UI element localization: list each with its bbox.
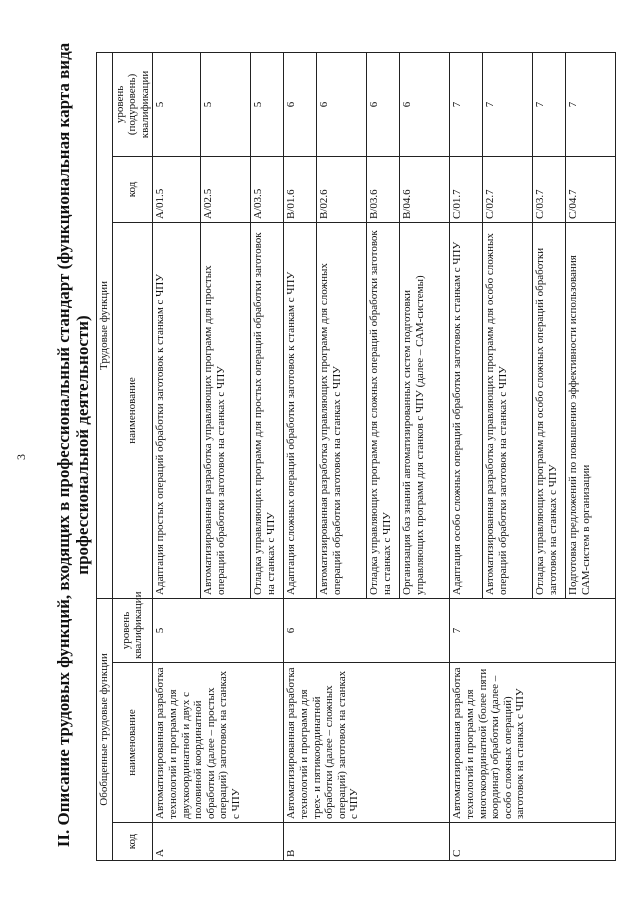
function-code: C/03.7 (533, 156, 566, 222)
function-code: B/04.6 (400, 156, 450, 222)
function-code: B/03.6 (367, 156, 400, 222)
function-name: Отладка управляющих программ для особо сложных операций обработки заготовок на станках с ЧПУ (533, 222, 566, 598)
page-number: 3 (14, 454, 28, 460)
function-level: 5 (153, 52, 201, 156)
function-code: A/03.5 (251, 156, 284, 222)
function-name: Подготовка предложений по повышению эффективности использования САМ-систем в организации (566, 222, 616, 598)
group-code: A (153, 823, 284, 861)
function-level: 7 (533, 52, 566, 156)
function-level: 5 (201, 52, 251, 156)
function-code: A/01.5 (153, 156, 201, 222)
function-name: Автоматизированная разработка управляющих программ для особо сложных операций обработки заготовок на станках с ЧПУ (483, 222, 533, 598)
function-level: 6 (317, 52, 367, 156)
function-level: 5 (251, 52, 284, 156)
function-code: C/02.7 (483, 156, 533, 222)
group-level: 7 (450, 598, 616, 662)
function-name: Автоматизированная разработка управляющих программ для сложных операций обработки заготовок на станках с ЧПУ (317, 222, 367, 598)
group-name: Автоматизированная разработка технологий и программ для трех- и пятикоординатной обработки (далее – сложных операций) заготовок на станках с ЧПУ (284, 663, 450, 823)
table-row (284, 52, 317, 860)
group-code: C (450, 823, 616, 861)
function-name: Отладка управляющих программ для простых операций обработки заготовок на станках с ЧПУ (251, 222, 284, 598)
group-name: Автоматизированная разработка технологий и программ для двухкоординатной и двух с половиной координатной обработки (далее – простых операций) заготовок на станках с ЧПУ (153, 663, 284, 823)
header-function-name: наименование (112, 222, 153, 598)
function-level: 6 (284, 52, 317, 156)
function-name: Адаптация сложных операций обработки заготовок к станкам с ЧПУ (284, 222, 317, 598)
table-body (153, 52, 616, 860)
header-sublevel: уровень (подуровень) квалификации (112, 52, 153, 156)
functional-map-table (96, 52, 616, 861)
function-level: 6 (400, 52, 450, 156)
function-code: C/01.7 (450, 156, 483, 222)
function-code: B/01.6 (284, 156, 317, 222)
header-generalized-functions: Обобщенные трудовые функции (97, 598, 113, 860)
function-code: A/02.5 (201, 156, 251, 222)
function-name: Адаптация простых операций обработки заготовок к станкам с ЧПУ (153, 222, 201, 598)
table-row (450, 52, 483, 860)
function-code: C/04.7 (566, 156, 616, 222)
group-level: 6 (284, 598, 450, 662)
function-name: Организация баз знаний автоматизированных систем подготовки управляющих программ для станков с ЧПУ (далее – САМ-системы) (400, 222, 450, 598)
function-code: B/02.6 (317, 156, 367, 222)
header-labor-functions: Трудовые функции (97, 52, 113, 598)
function-name: Адаптация особо сложных операций обработки заготовок к станкам с ЧПУ (450, 222, 483, 598)
function-name: Автоматизированная разработка управляющих программ для простых операций обработки заготовок на станках с ЧПУ (201, 222, 251, 598)
group-name: Автоматизированная разработка технологий и программ для многокоординатной (более пяти координат) обработки (далее – особо сложных операций) заготовок на станках с ЧПУ (450, 663, 616, 823)
table-row (153, 52, 201, 860)
function-level: 7 (483, 52, 533, 156)
page-title: II. Описание трудовых функций, входящих в профессиональный стандарт (функциональная карта вида профессиональной деятельности) (54, 42, 92, 848)
function-level: 6 (367, 52, 400, 156)
header-code: код (112, 823, 153, 861)
function-level: 7 (450, 52, 483, 156)
group-level: 5 (153, 598, 284, 662)
group-code: B (284, 823, 450, 861)
header-name: наименование (112, 663, 153, 823)
header-function-code: код (112, 156, 153, 222)
function-name: Отладка управляющих программ для сложных операций обработки заготовок на станках с ЧПУ (367, 222, 400, 598)
function-level: 7 (566, 52, 616, 156)
header-level: уровень квалификации (112, 598, 153, 662)
